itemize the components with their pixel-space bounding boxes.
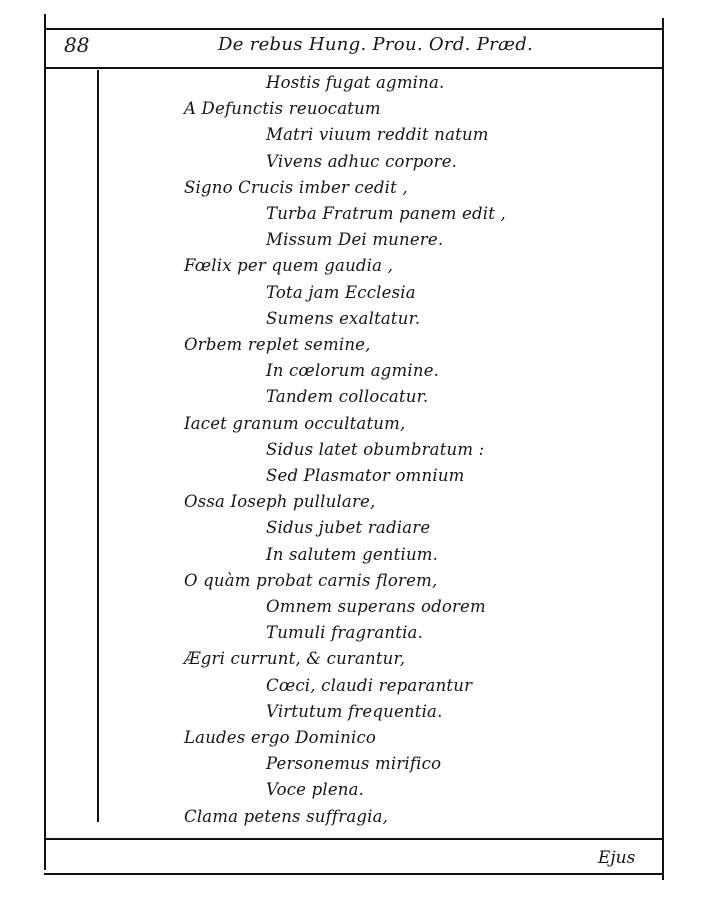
verse-line: Ægri currunt, & curantur, (184, 649, 406, 669)
verse-line: Clama petens suffragia, (184, 806, 389, 826)
verse-line: Personemus mirifico (266, 754, 442, 774)
footer-bottom-rule (44, 873, 664, 875)
catchword: Ejus (598, 848, 636, 868)
right-frame-rule (662, 18, 664, 880)
page-number: 88 (64, 33, 90, 57)
verse-line: Missum Dei munere. (266, 230, 444, 250)
verse-line: Omnem superans odorem (266, 597, 486, 616)
verse-line: Fœlix per quem gaudia , (184, 256, 394, 276)
verse-line: Sumens exaltatur. (266, 308, 421, 328)
verse-line: O quàm probat carnis florem, (184, 570, 438, 590)
verse-line: Sidus jubet radiare (266, 518, 431, 538)
verse-line: Laudes ergo Dominico (184, 728, 377, 747)
verse-line: Voce plena. (266, 780, 365, 800)
verse-line: Orbem replet semine, (184, 335, 371, 354)
verse-line: Virtutum frequentia. (266, 701, 443, 721)
outer-frame-rule (44, 14, 46, 870)
verse-line: Tota jam Ecclesia (266, 282, 416, 302)
header-bottom-rule (44, 67, 664, 69)
verse-line: Vivens adhuc corpore. (266, 151, 458, 171)
verse-line: Signo Crucis imber cedit , (184, 177, 408, 197)
footer-top-rule (44, 838, 664, 840)
verse-line: Cœci, claudi reparantur (266, 675, 473, 695)
inner-margin-rule (97, 70, 99, 822)
verse-line: In cœlorum agmine. (266, 361, 440, 381)
running-head (0, 31, 701, 61)
verse-line: Sidus latet obumbratum : (266, 439, 485, 459)
verse-line: A Defunctis reuocatum (184, 99, 381, 119)
verse-line: In salutem gentium. (266, 544, 439, 564)
verse-line: Tandem collocatur. (266, 387, 429, 407)
verse-line: Matri viuum reddit natum (266, 125, 489, 145)
verse-line: Iacet granum occultatum, (184, 413, 406, 433)
verse-line: Ossa Ioseph pullulare, (184, 492, 376, 512)
verse-line: Tumuli fragrantia. (266, 623, 424, 643)
header-top-rule (44, 28, 664, 30)
verse-line: Sed Plasmator omnium (266, 466, 465, 485)
running-title: De rebus Hung. Prou. Ord. Præd. (218, 34, 534, 55)
verse-line: Turba Fratrum panem edit , (266, 204, 506, 223)
verse-line: Hostis fugat agmina. (266, 73, 445, 92)
